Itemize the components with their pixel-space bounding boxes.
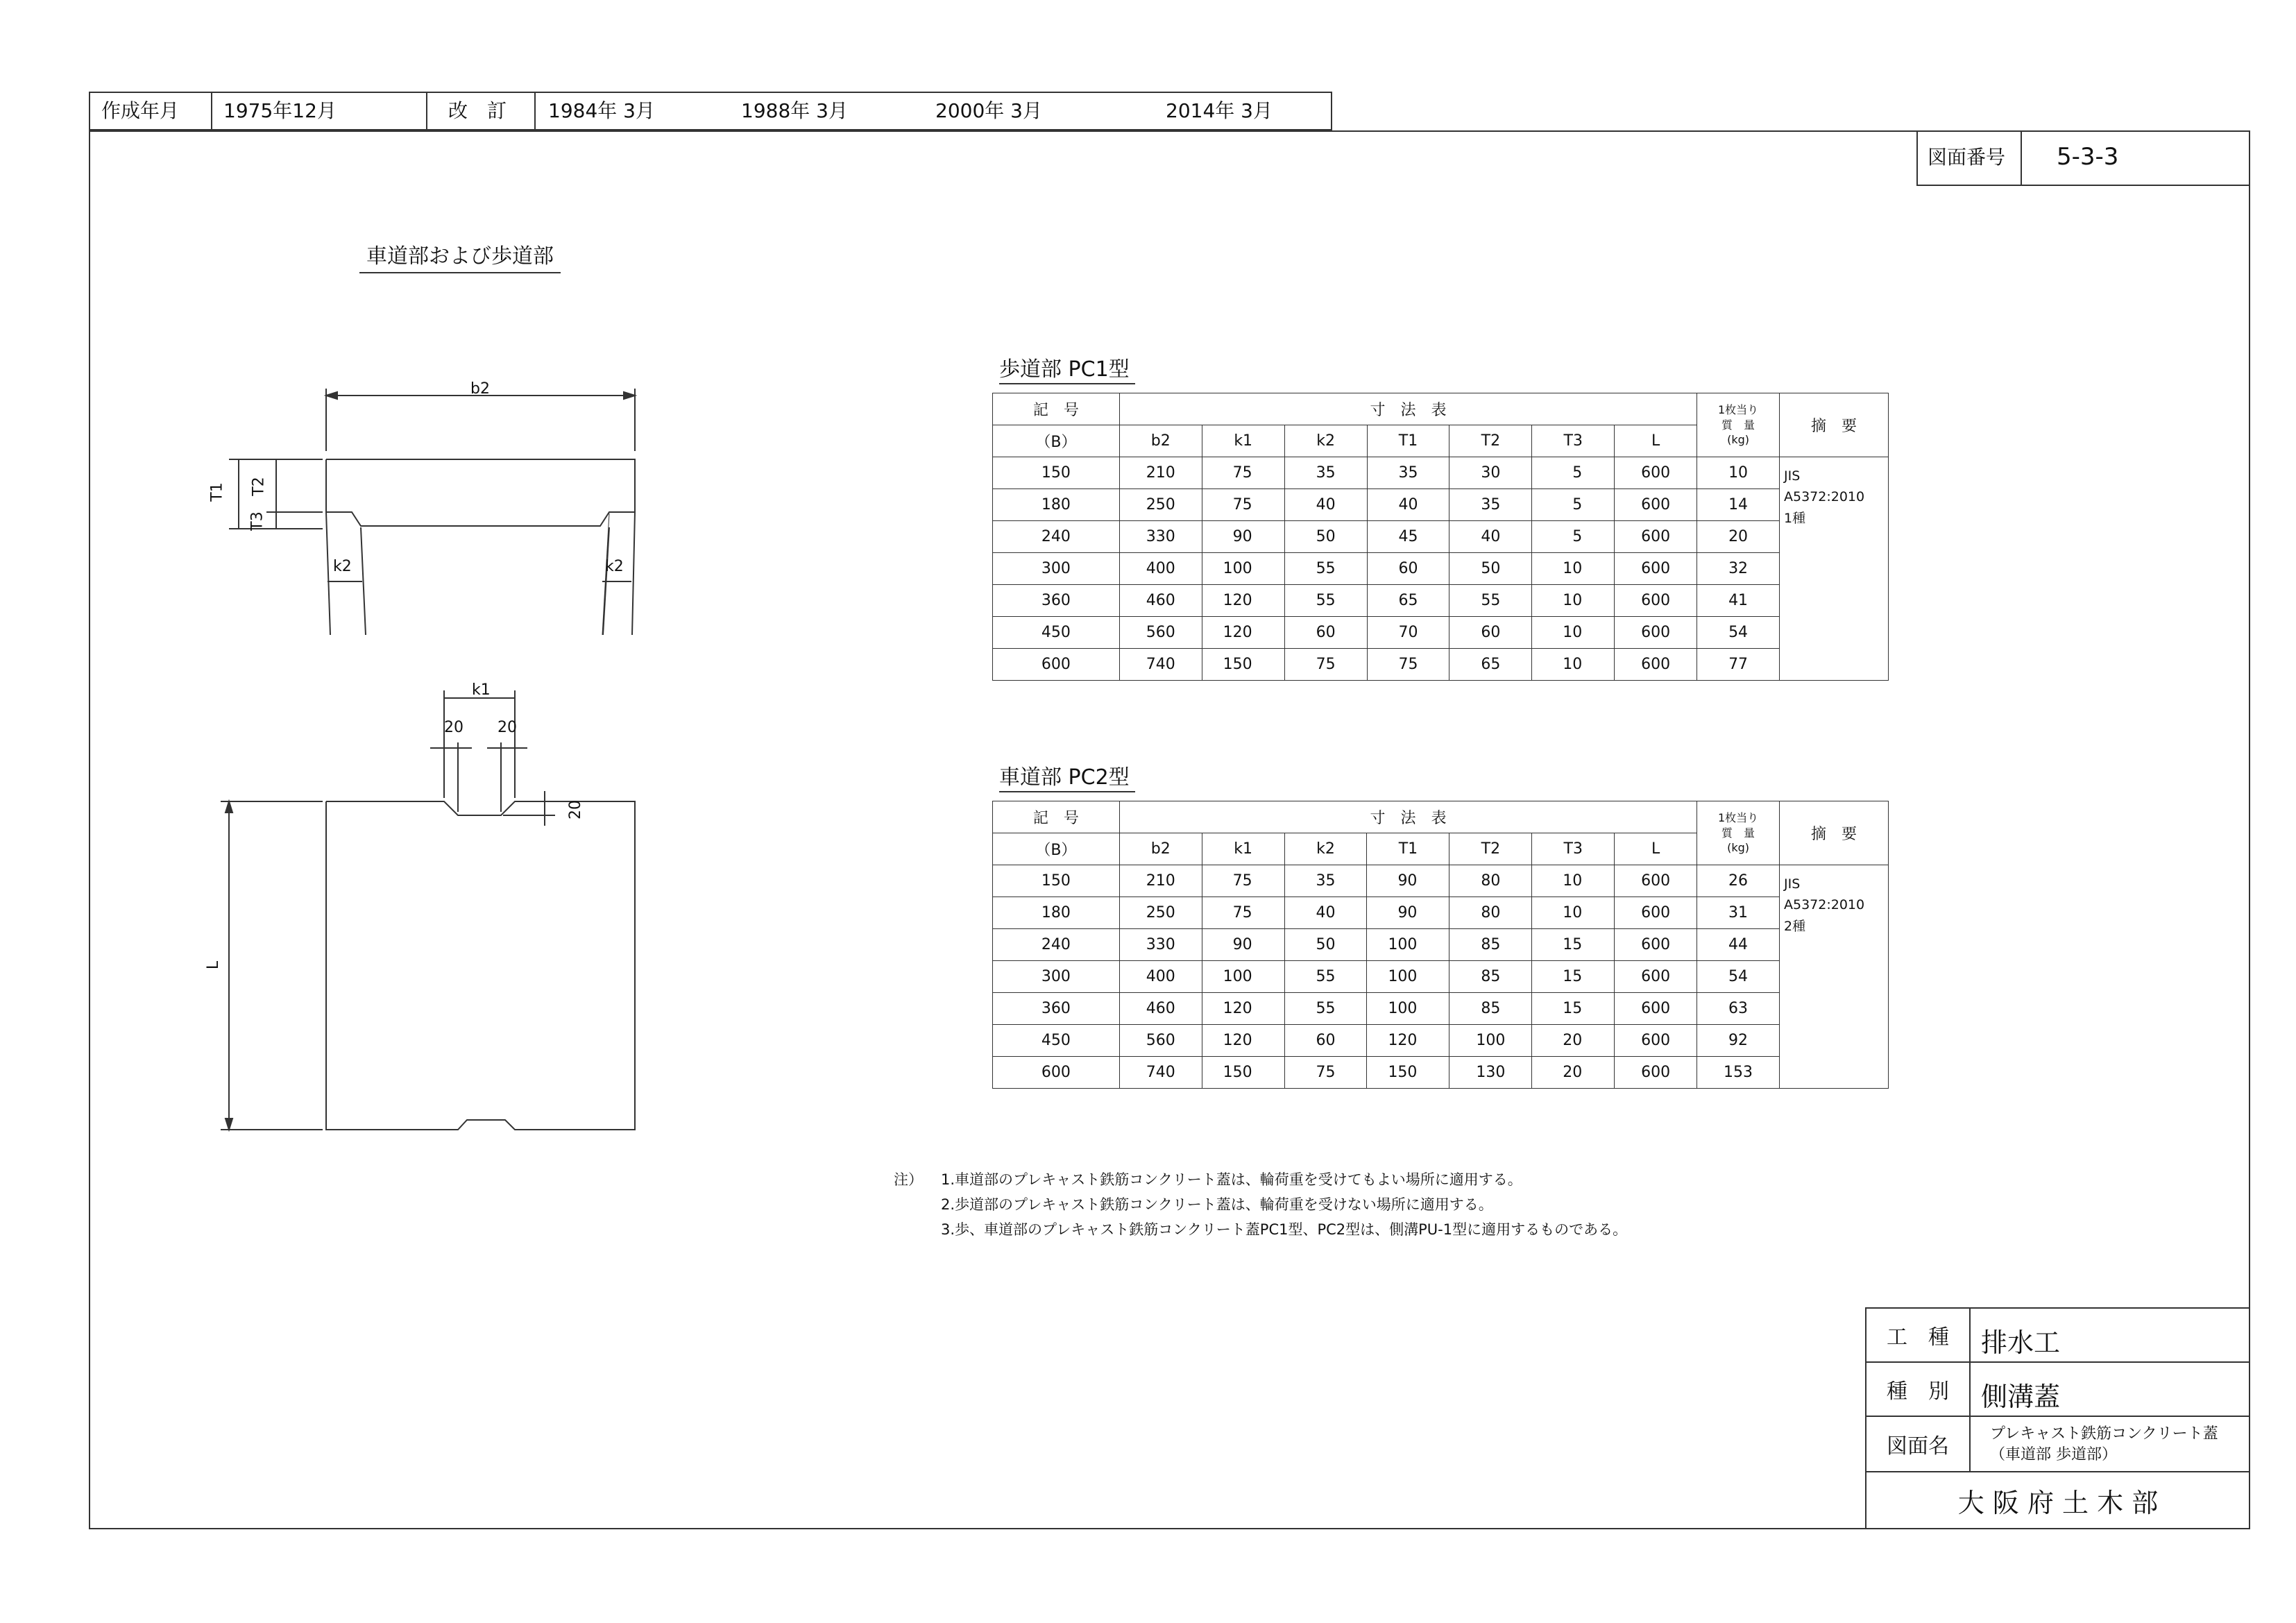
created-label: 作成年月 (90, 93, 212, 129)
revised-label: 改 訂 (427, 93, 536, 129)
category-row (1866, 1363, 2250, 1417)
col-T2: T2 (1449, 425, 1532, 457)
col-T3: T3 (1532, 833, 1615, 865)
col-b2: b2 (1119, 833, 1202, 865)
organization-name: 大 阪 府 土 木 部 (1957, 1487, 2159, 1518)
work-type-value: 排水工 (1981, 1327, 2061, 1358)
pc1-title: 歩道部 PC1型 (999, 357, 1130, 382)
col-T3: T3 (1532, 425, 1615, 457)
table-row: 360 460 120 55 65 55 10 600 41 (993, 585, 1889, 617)
table-row: 150 210 75 35 35 30 5 600 10 JIS A5372:2010 1種 (993, 457, 1889, 489)
note-2: 2.歩道部のプレキャスト鉄筋コンクリート蓋は、輪荷重を受けない場所に適用する。 (941, 1196, 1493, 1213)
category-label: 種 別 (1866, 1363, 1971, 1416)
note-3: 3.歩、車道部のプレキャスト鉄筋コンクリート蓋PC1型、PC2型は、側溝PU-1型に適用するものである。 (941, 1221, 1628, 1238)
dim-b2: b2 (470, 380, 490, 398)
col-L: L (1615, 425, 1697, 457)
drawing-number-box (1916, 131, 2250, 186)
dim-L: L (205, 960, 223, 970)
pc1-table (992, 393, 1889, 681)
dim-20-b: 20 (498, 719, 517, 736)
revision-3: 2000年 3月 (935, 99, 1042, 122)
dim-k2-right: k2 (605, 558, 624, 575)
table-row: 360 460 120 55 100 85 15 600 63 (993, 993, 1889, 1025)
pc1-note: JIS A5372:2010 1種 (1780, 457, 1889, 681)
table-row: 600 740 150 75 150 130 20 600 153 (993, 1057, 1889, 1089)
mass-header: 1枚当り 質 量 (kg) (1697, 801, 1780, 865)
created-value: 1975年12月 (212, 93, 427, 129)
drawing-name-value: プレキャスト鉄筋コンクリート蓋 （車道部 歩道部） (1990, 1425, 2218, 1463)
B-header: （B） (993, 833, 1120, 865)
drawing-number-value: 5-3-3 (2057, 143, 2119, 171)
dim-T2: T2 (250, 477, 268, 496)
table-row: 300 400 100 55 100 85 15 600 54 (993, 961, 1889, 993)
col-T2: T2 (1449, 833, 1532, 865)
drawing-name-row (1866, 1417, 2250, 1472)
col-k1: k1 (1202, 833, 1284, 865)
pc2-note: JIS A5372:2010 2種 (1779, 865, 1888, 1089)
table-row: 180 250 75 40 90 80 10 600 31 (993, 897, 1889, 929)
col-b2: b2 (1119, 425, 1202, 457)
summary-header: 摘 要 (1780, 393, 1889, 457)
pc2-title: 車道部 PC2型 (999, 765, 1130, 790)
dim-20-c: 20 (567, 800, 584, 819)
col-T1: T1 (1367, 425, 1449, 457)
revision-4: 2014年 3月 (1166, 99, 1273, 122)
B-header: （B） (993, 425, 1120, 457)
revision-1: 1984年 3月 (548, 99, 655, 122)
category-value: 側溝蓋 (1981, 1382, 2061, 1412)
table-row: 180 250 75 40 40 35 5 600 14 (993, 489, 1889, 521)
drawing-number-label: 図面番号 (1928, 146, 2006, 169)
col-k2: k2 (1284, 833, 1367, 865)
dim-k2-left: k2 (333, 558, 352, 575)
col-k2: k2 (1284, 425, 1367, 457)
cover-drawing (0, 0, 694, 1180)
notes (894, 1167, 1627, 1242)
dim-k1: k1 (472, 681, 491, 699)
dim-T1: T1 (208, 482, 226, 502)
col-T1: T1 (1367, 833, 1449, 865)
mass-header: 1枚当り 質 量 (kg) (1697, 393, 1780, 457)
kigou-header: 記 号 (993, 801, 1120, 833)
work-type-label: 工 種 (1866, 1309, 1971, 1361)
dimension-table-header: 寸 法 表 (1119, 393, 1697, 425)
table-row: 450 560 120 60 120 100 20 600 92 (993, 1025, 1889, 1057)
notes-label: 注） (894, 1171, 923, 1188)
drawing-name-label: 図面名 (1866, 1417, 1971, 1471)
table-row: 450 560 120 60 70 60 10 600 54 (993, 617, 1889, 649)
kigou-header: 記 号 (993, 393, 1120, 425)
note-1: 1.車道部のプレキャスト鉄筋コンクリート蓋は、輪荷重を受けてもよい場所に適用する。 (941, 1171, 1522, 1188)
dimension-table-header: 寸 法 表 (1119, 801, 1697, 833)
dim-20-a: 20 (444, 719, 464, 736)
table-row: 240 330 90 50 45 40 5 600 20 (993, 521, 1889, 553)
dim-T3: T3 (248, 511, 266, 531)
table-row: 150 210 75 35 90 80 10 600 26 JIS A5372:2010 2種 (993, 865, 1889, 897)
work-type-row (1866, 1309, 2250, 1363)
table-row: 300 400 100 55 60 50 10 600 32 (993, 553, 1889, 585)
pc2-table (992, 801, 1889, 1089)
figure-title: 車道部および歩道部 (359, 239, 561, 273)
table-row: 240 330 90 50 100 85 15 600 44 (993, 929, 1889, 961)
col-L: L (1615, 833, 1697, 865)
summary-header: 摘 要 (1779, 801, 1888, 865)
revision-2: 1988年 3月 (741, 99, 848, 122)
col-k1: k1 (1202, 425, 1284, 457)
title-block (1865, 1307, 2250, 1528)
table-row: 600 740 150 75 75 65 10 600 77 (993, 649, 1889, 681)
